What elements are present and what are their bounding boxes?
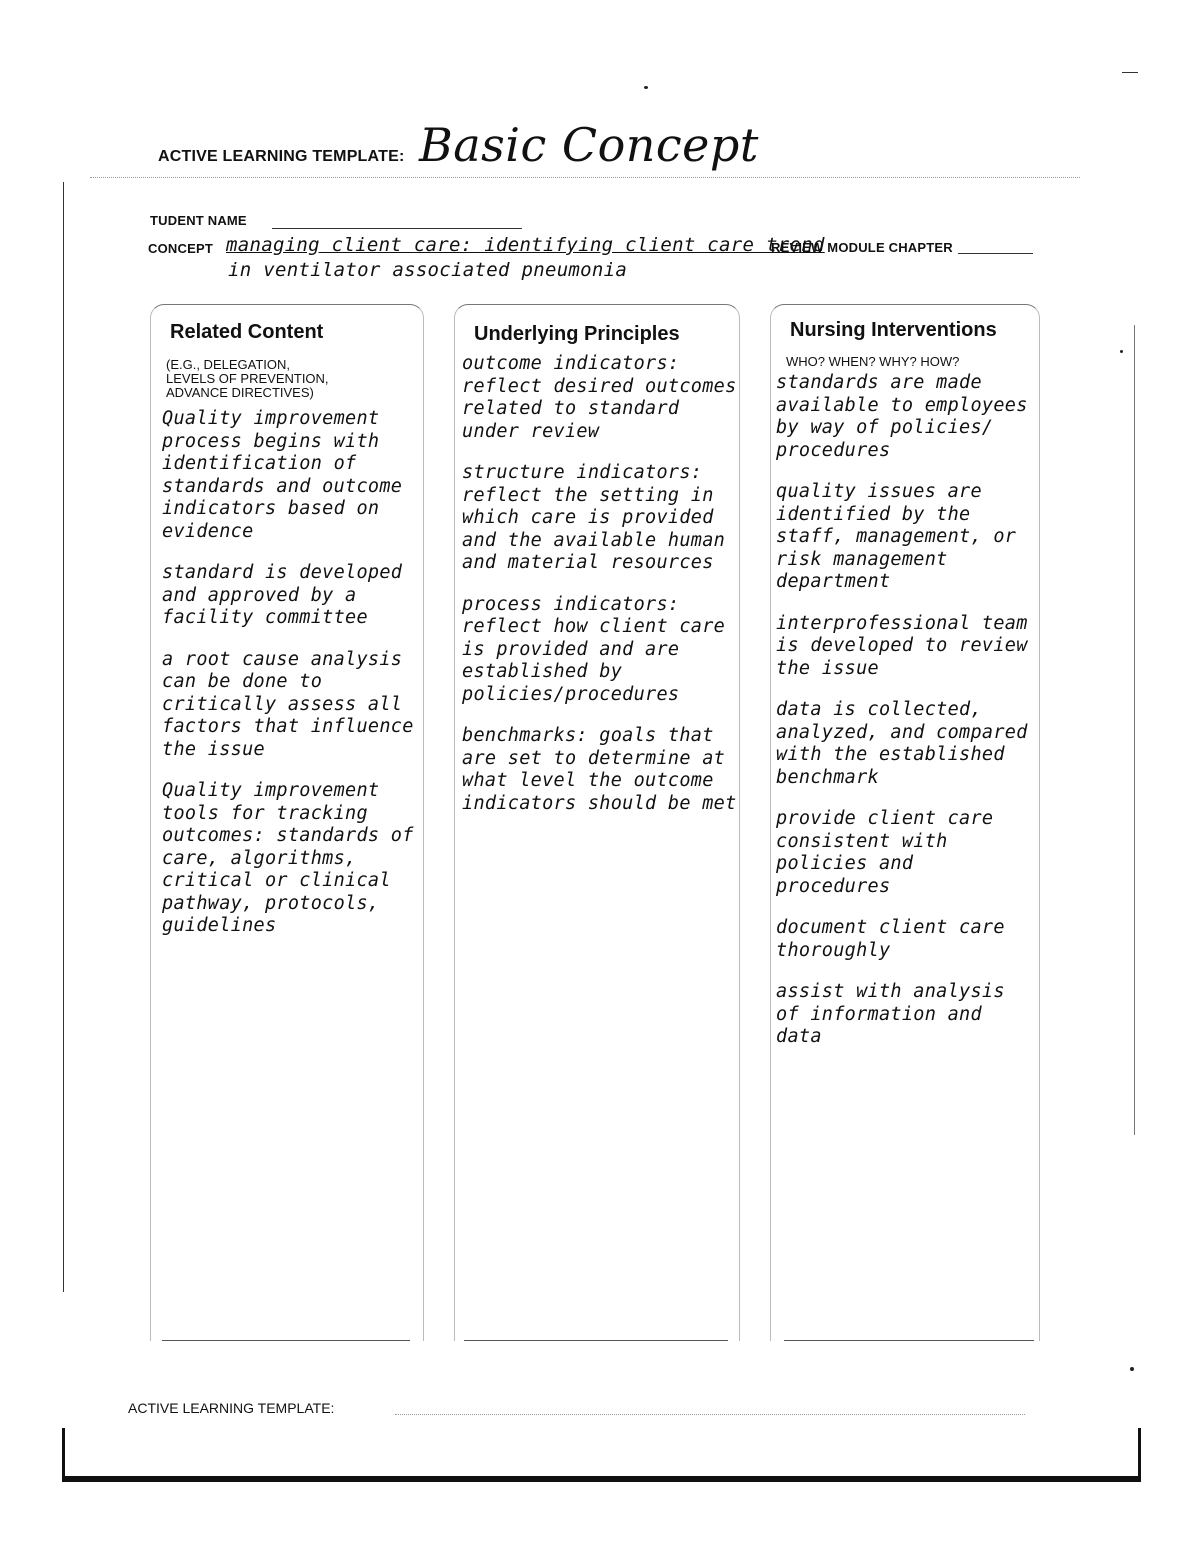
column-heading-nursing-interventions: Nursing Interventions (790, 319, 997, 341)
template-header (158, 118, 759, 172)
concept-value-line2: in ventilator associated pneumonia (228, 259, 628, 281)
list-item: outcome indicators: reflect desired outcomes related to standard under review (462, 353, 737, 442)
concept-label: CONCEPT (148, 241, 213, 256)
list-item: interprofessional team is developed to review the issue (776, 612, 1028, 679)
footer-rule (395, 1414, 1025, 1415)
nursing-interventions-entries (776, 372, 1038, 1068)
student-name-field (272, 228, 522, 229)
list-item: structure indicators: reflect the setting in which care is provided and the available human and material resources (462, 462, 726, 573)
review-module-label: REVIEW MODULE CHAPTER (771, 240, 953, 255)
list-item: Quality improvement tools for tracking outcomes: standards of care, algorithms, critical or clinical pathway, protocols, guidelines (162, 780, 414, 936)
scan-mark (1122, 72, 1138, 73)
footer-template-label: ACTIVE LEARNING TEMPLATE: (128, 1400, 335, 1416)
list-item: document client care thoroughly (776, 917, 1005, 961)
underlying-principles-entries (462, 353, 740, 834)
list-item: a root cause analysis can be done to critically assess all factors that influence the issue (162, 648, 414, 760)
page-bottom-frame (62, 1428, 1141, 1482)
list-item: benchmarks: goals that are set to determine at what level the outcome indicators should be met (462, 725, 737, 814)
list-item: quality issues are identified by the staff, management, or risk management department (776, 481, 1017, 592)
list-item: standard is developed and approved by a facility committee (162, 562, 403, 628)
scan-speck (1130, 1367, 1134, 1371)
column-heading-underlying-principles: Underlying Principles (474, 323, 680, 345)
list-item: standards are made available to employees by way of policies/ procedures (776, 372, 1028, 461)
concept-value-line1: managing client care: identifying client care trend (226, 234, 825, 256)
frame-left-edge (63, 182, 64, 1292)
column-bottom-rule (162, 1340, 410, 1341)
column-subheading-nursing-interventions: WHO? WHEN? WHY? HOW? (786, 354, 960, 369)
list-item: provide client care consistent with policies and procedures (776, 808, 994, 897)
template-title: Basic Concept (418, 118, 759, 172)
column-heading-related-content: Related Content (170, 321, 324, 343)
header-rule (90, 177, 1080, 178)
column-subheading-related-content: (E.G., DELEGATION, LEVELS OF PREVENTION, ADVANCE DIRECTIVES) (166, 357, 329, 400)
list-item: data is collected, analyzed, and compared with the established benchmark (776, 699, 1028, 788)
list-item: process indicators: reflect how client care is provided and are established by policies/procedures (462, 593, 726, 705)
related-content-entries (162, 408, 424, 957)
student-name-label: TUDENT NAME (150, 213, 247, 228)
scan-speck (1120, 350, 1123, 353)
review-module-field (958, 253, 1033, 254)
column-bottom-rule (464, 1340, 728, 1341)
template-label: ACTIVE LEARNING TEMPLATE: (158, 148, 405, 165)
list-item: Quality improvement process begins with identification of standards and outcome indicators based on evidence (162, 408, 403, 542)
frame-right-edge (1134, 325, 1135, 1135)
column-bottom-rule (784, 1340, 1034, 1341)
list-item: assist with analysis of information and data (776, 981, 1005, 1047)
scan-speck (644, 86, 648, 89)
